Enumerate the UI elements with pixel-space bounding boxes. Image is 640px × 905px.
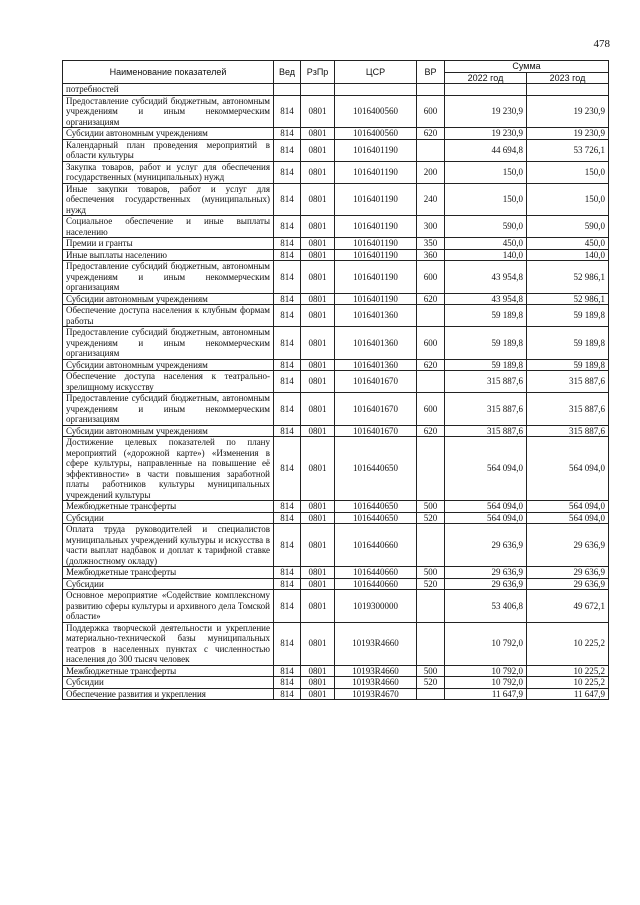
cell-rzpr: 0801 [301, 161, 335, 183]
cell-amount-2022: 44 694,8 [445, 139, 527, 161]
cell-csr: 1016401190 [335, 261, 417, 294]
cell-amount-2023: 150,0 [527, 161, 609, 183]
cell-ved: 814 [274, 437, 301, 501]
cell-csr: 1016440660 [335, 524, 417, 567]
table-row [63, 216, 609, 238]
cell-csr: 1016401670 [335, 393, 417, 426]
table-row [63, 359, 609, 371]
cell-amount-2022: 10 792,0 [445, 622, 527, 665]
table-row [63, 425, 609, 437]
cell-csr: 10193R4660 [335, 677, 417, 689]
cell-vr: 520 [417, 677, 445, 689]
cell-vr: 600 [417, 327, 445, 360]
table-row [63, 437, 609, 501]
cell-amount-2023: 59 189,8 [527, 359, 609, 371]
table-row [63, 293, 609, 305]
cell-amount-2023: 53 726,1 [527, 139, 609, 161]
cell-ved: 814 [274, 425, 301, 437]
cell-csr: 1019300000 [335, 590, 417, 623]
cell-rzpr: 0801 [301, 665, 335, 677]
cell-ved: 814 [274, 677, 301, 689]
cell-amount-2022: 150,0 [445, 161, 527, 183]
cell-amount-2023: 315 887,6 [527, 371, 609, 393]
cell-name: Межбюджетные трансферты [63, 501, 274, 513]
cell-amount-2023: 49 672,1 [527, 590, 609, 623]
cell-rzpr: 0801 [301, 128, 335, 140]
cell-amount-2022: 140,0 [445, 249, 527, 261]
cell-amount-2023: 564 094,0 [527, 512, 609, 524]
cell-vr [417, 437, 445, 501]
cell-rzpr: 0801 [301, 578, 335, 590]
cell-csr: 10193R4670 [335, 688, 417, 700]
cell-amount-2022: 19 230,9 [445, 128, 527, 140]
cell-ved: 814 [274, 590, 301, 623]
cell-rzpr: 0801 [301, 437, 335, 501]
table-row [63, 84, 609, 96]
cell-name: Субсидии автономным учреждениям [63, 128, 274, 140]
cell-ved: 814 [274, 501, 301, 513]
cell-csr: 1016400560 [335, 95, 417, 128]
cell-csr: 1016401190 [335, 238, 417, 250]
cell-rzpr: 0801 [301, 238, 335, 250]
cell-rzpr: 0801 [301, 590, 335, 623]
cell-rzpr: 0801 [301, 95, 335, 128]
header-vr: ВР [417, 61, 445, 84]
cell-rzpr: 0801 [301, 622, 335, 665]
cell-ved: 814 [274, 665, 301, 677]
cell-name: Межбюджетные трансферты [63, 665, 274, 677]
cell-vr [417, 84, 445, 96]
table-row [63, 567, 609, 579]
header-year-2022: 2022 год [445, 72, 527, 84]
cell-amount-2023: 10 225,2 [527, 677, 609, 689]
cell-amount-2023: 315 887,6 [527, 393, 609, 426]
cell-rzpr: 0801 [301, 677, 335, 689]
cell-vr [417, 139, 445, 161]
cell-amount-2022: 315 887,6 [445, 371, 527, 393]
cell-name: Основное мероприятие «Содействие комплексному развитию сферы культуры и архивного дела Томской области» [63, 590, 274, 623]
cell-rzpr: 0801 [301, 425, 335, 437]
cell-name: Предоставление субсидий бюджетным, автономным учреждениям и иным некоммерческим организациям [63, 327, 274, 360]
table-row [63, 95, 609, 128]
cell-vr [417, 688, 445, 700]
cell-rzpr: 0801 [301, 371, 335, 393]
table-row [63, 238, 609, 250]
cell-csr: 10193R4660 [335, 665, 417, 677]
cell-amount-2023: 59 189,8 [527, 305, 609, 327]
cell-ved: 814 [274, 327, 301, 360]
cell-vr [417, 305, 445, 327]
cell-rzpr: 0801 [301, 393, 335, 426]
cell-amount-2022: 564 094,0 [445, 512, 527, 524]
cell-vr: 500 [417, 665, 445, 677]
cell-name: Субсидии автономным учреждениям [63, 425, 274, 437]
cell-amount-2022: 315 887,6 [445, 393, 527, 426]
cell-ved: 814 [274, 371, 301, 393]
header-sum: Сумма [445, 61, 609, 73]
cell-rzpr: 0801 [301, 359, 335, 371]
cell-name: Субсидии [63, 578, 274, 590]
cell-csr: 1016401190 [335, 249, 417, 261]
cell-amount-2022: 564 094,0 [445, 437, 527, 501]
cell-amount-2022: 59 189,8 [445, 359, 527, 371]
cell-ved: 814 [274, 139, 301, 161]
cell-ved: 814 [274, 216, 301, 238]
table-body [63, 84, 609, 700]
cell-ved: 814 [274, 305, 301, 327]
header-year-2023: 2023 год [527, 72, 609, 84]
cell-name: Иные выплаты населению [63, 249, 274, 261]
cell-ved: 814 [274, 293, 301, 305]
cell-rzpr: 0801 [301, 327, 335, 360]
cell-amount-2023: 590,0 [527, 216, 609, 238]
cell-amount-2023: 10 225,2 [527, 622, 609, 665]
cell-vr: 520 [417, 512, 445, 524]
cell-ved: 814 [274, 261, 301, 294]
cell-ved: 814 [274, 622, 301, 665]
cell-csr: 1016401670 [335, 425, 417, 437]
cell-amount-2022: 564 094,0 [445, 501, 527, 513]
cell-amount-2022: 59 189,8 [445, 327, 527, 360]
cell-csr [335, 84, 417, 96]
cell-vr: 500 [417, 567, 445, 579]
cell-name: Предоставление субсидий бюджетным, автономным учреждениям и иным некоммерческим организациям [63, 95, 274, 128]
cell-name: Закупка товаров, работ и услуг для обеспечения государственных (муниципальных) нужд [63, 161, 274, 183]
cell-name: Премии и гранты [63, 238, 274, 250]
cell-amount-2023: 59 189,8 [527, 327, 609, 360]
table-row [63, 524, 609, 567]
cell-ved: 814 [274, 688, 301, 700]
cell-name: Календарный план проведения мероприятий в области культуры [63, 139, 274, 161]
cell-name: Обеспечение развития и укрепления [63, 688, 274, 700]
cell-amount-2023: 564 094,0 [527, 437, 609, 501]
cell-vr: 620 [417, 293, 445, 305]
table-row [63, 512, 609, 524]
cell-csr: 1016401360 [335, 305, 417, 327]
cell-amount-2022: 150,0 [445, 183, 527, 216]
table-row [63, 677, 609, 689]
cell-name: Социальное обеспечение и иные выплаты населению [63, 216, 274, 238]
cell-amount-2023: 450,0 [527, 238, 609, 250]
table-row [63, 139, 609, 161]
table-row [63, 688, 609, 700]
cell-csr: 1016400560 [335, 128, 417, 140]
cell-csr: 1016401190 [335, 183, 417, 216]
cell-ved: 814 [274, 128, 301, 140]
cell-amount-2023: 11 647,9 [527, 688, 609, 700]
cell-name: Оплата труда руководителей и специалистов муниципальных учреждений культуры и искусства в части выплат надбавок и доплат к тарифной ставке (должностному окладу) [63, 524, 274, 567]
cell-csr: 1016401190 [335, 293, 417, 305]
table-row [63, 327, 609, 360]
cell-rzpr: 0801 [301, 512, 335, 524]
cell-rzpr: 0801 [301, 183, 335, 216]
cell-name: Обеспечение доступа населения к театрально-зрелищному искусству [63, 371, 274, 393]
cell-csr: 1016440660 [335, 578, 417, 590]
cell-amount-2022: 29 636,9 [445, 567, 527, 579]
table-row [63, 128, 609, 140]
table-row [63, 501, 609, 513]
cell-vr [417, 524, 445, 567]
cell-name: Предоставление субсидий бюджетным, автономным учреждениям и иным некоммерческим организациям [63, 393, 274, 426]
cell-amount-2023: 140,0 [527, 249, 609, 261]
cell-name: потребностей [63, 84, 274, 96]
cell-vr: 620 [417, 425, 445, 437]
cell-csr: 1016401190 [335, 161, 417, 183]
header-rzpr: РзПр [301, 61, 335, 84]
cell-vr [417, 371, 445, 393]
cell-amount-2022: 59 189,8 [445, 305, 527, 327]
cell-rzpr: 0801 [301, 524, 335, 567]
cell-amount-2023: 29 636,9 [527, 524, 609, 567]
cell-rzpr: 0801 [301, 249, 335, 261]
cell-amount-2023: 10 225,2 [527, 665, 609, 677]
cell-rzpr: 0801 [301, 261, 335, 294]
cell-vr: 600 [417, 95, 445, 128]
cell-name: Иные закупки товаров, работ и услуг для обеспечения государственных (муниципальных) нужд [63, 183, 274, 216]
cell-vr: 360 [417, 249, 445, 261]
cell-ved [274, 84, 301, 96]
header-row [63, 61, 609, 73]
cell-name: Субсидии [63, 512, 274, 524]
cell-amount-2022: 29 636,9 [445, 578, 527, 590]
table-row [63, 261, 609, 294]
cell-amount-2022: 19 230,9 [445, 95, 527, 128]
cell-vr: 600 [417, 261, 445, 294]
cell-amount-2023: 315 887,6 [527, 425, 609, 437]
cell-amount-2023: 19 230,9 [527, 128, 609, 140]
cell-ved: 814 [274, 524, 301, 567]
cell-vr: 350 [417, 238, 445, 250]
cell-csr: 10193R4660 [335, 622, 417, 665]
cell-name: Субсидии [63, 677, 274, 689]
cell-ved: 814 [274, 578, 301, 590]
cell-rzpr: 0801 [301, 305, 335, 327]
cell-vr [417, 590, 445, 623]
cell-name: Поддержка творческой деятельности и укрепление материально-технической базы муниципальных театров в населенных пунктах с численностью населения до 300 тысяч человек [63, 622, 274, 665]
cell-amount-2022: 10 792,0 [445, 677, 527, 689]
cell-amount-2023: 19 230,9 [527, 95, 609, 128]
cell-amount-2022: 450,0 [445, 238, 527, 250]
cell-amount-2022: 315 887,6 [445, 425, 527, 437]
table-row [63, 590, 609, 623]
cell-amount-2022: 43 954,8 [445, 261, 527, 294]
cell-vr: 200 [417, 161, 445, 183]
cell-amount-2023 [527, 84, 609, 96]
cell-ved: 814 [274, 567, 301, 579]
cell-name: Обеспечение доступа населения к клубным формам работы [63, 305, 274, 327]
cell-amount-2023: 29 636,9 [527, 567, 609, 579]
cell-ved: 814 [274, 512, 301, 524]
table-row [63, 249, 609, 261]
cell-amount-2023: 150,0 [527, 183, 609, 216]
cell-vr [417, 622, 445, 665]
cell-rzpr: 0801 [301, 216, 335, 238]
cell-csr: 1016401670 [335, 371, 417, 393]
cell-rzpr: 0801 [301, 567, 335, 579]
cell-name: Субсидии автономным учреждениям [63, 293, 274, 305]
cell-csr: 1016440650 [335, 512, 417, 524]
cell-vr: 300 [417, 216, 445, 238]
cell-amount-2022: 53 406,8 [445, 590, 527, 623]
cell-vr: 600 [417, 393, 445, 426]
cell-ved: 814 [274, 393, 301, 426]
cell-rzpr: 0801 [301, 501, 335, 513]
cell-amount-2022 [445, 84, 527, 96]
table-row [63, 393, 609, 426]
cell-ved: 814 [274, 238, 301, 250]
cell-rzpr: 0801 [301, 293, 335, 305]
table-row [63, 183, 609, 216]
cell-amount-2022: 11 647,9 [445, 688, 527, 700]
cell-amount-2023: 52 986,1 [527, 261, 609, 294]
cell-csr: 1016440660 [335, 567, 417, 579]
cell-ved: 814 [274, 95, 301, 128]
cell-name: Субсидии автономным учреждениям [63, 359, 274, 371]
table-row [63, 305, 609, 327]
cell-ved: 814 [274, 359, 301, 371]
cell-amount-2022: 29 636,9 [445, 524, 527, 567]
cell-amount-2023: 52 986,1 [527, 293, 609, 305]
budget-table [62, 60, 609, 700]
cell-csr: 1016401190 [335, 139, 417, 161]
cell-name: Достижение целевых показателей по плану мероприятий («дорожной карте») «Изменения в сфере культуры, направленные на повышение её эффективности» в части повышения заработной платы работников культуры муниципальных учреждений культуры [63, 437, 274, 501]
header-name: Наименование показателей [63, 61, 274, 84]
cell-rzpr: 0801 [301, 139, 335, 161]
cell-rzpr [301, 84, 335, 96]
cell-csr: 1016401360 [335, 327, 417, 360]
cell-csr: 1016401190 [335, 216, 417, 238]
cell-amount-2023: 564 094,0 [527, 501, 609, 513]
table-row [63, 665, 609, 677]
page-number: 478 [593, 38, 610, 50]
cell-csr: 1016440650 [335, 501, 417, 513]
cell-vr: 500 [417, 501, 445, 513]
cell-csr: 1016440650 [335, 437, 417, 501]
cell-vr: 240 [417, 183, 445, 216]
table-row [63, 622, 609, 665]
cell-csr: 1016401360 [335, 359, 417, 371]
cell-name: Предоставление субсидий бюджетным, автономным учреждениям и иным некоммерческим организациям [63, 261, 274, 294]
header-csr: ЦСР [335, 61, 417, 84]
cell-vr: 620 [417, 359, 445, 371]
cell-ved: 814 [274, 161, 301, 183]
table-row [63, 161, 609, 183]
table-row [63, 578, 609, 590]
cell-vr: 520 [417, 578, 445, 590]
cell-name: Межбюджетные трансферты [63, 567, 274, 579]
header-ved: Вед [274, 61, 301, 84]
cell-amount-2022: 10 792,0 [445, 665, 527, 677]
cell-ved: 814 [274, 249, 301, 261]
cell-vr: 620 [417, 128, 445, 140]
cell-amount-2022: 43 954,8 [445, 293, 527, 305]
cell-amount-2022: 590,0 [445, 216, 527, 238]
cell-ved: 814 [274, 183, 301, 216]
cell-rzpr: 0801 [301, 688, 335, 700]
table-row [63, 371, 609, 393]
cell-amount-2023: 29 636,9 [527, 578, 609, 590]
